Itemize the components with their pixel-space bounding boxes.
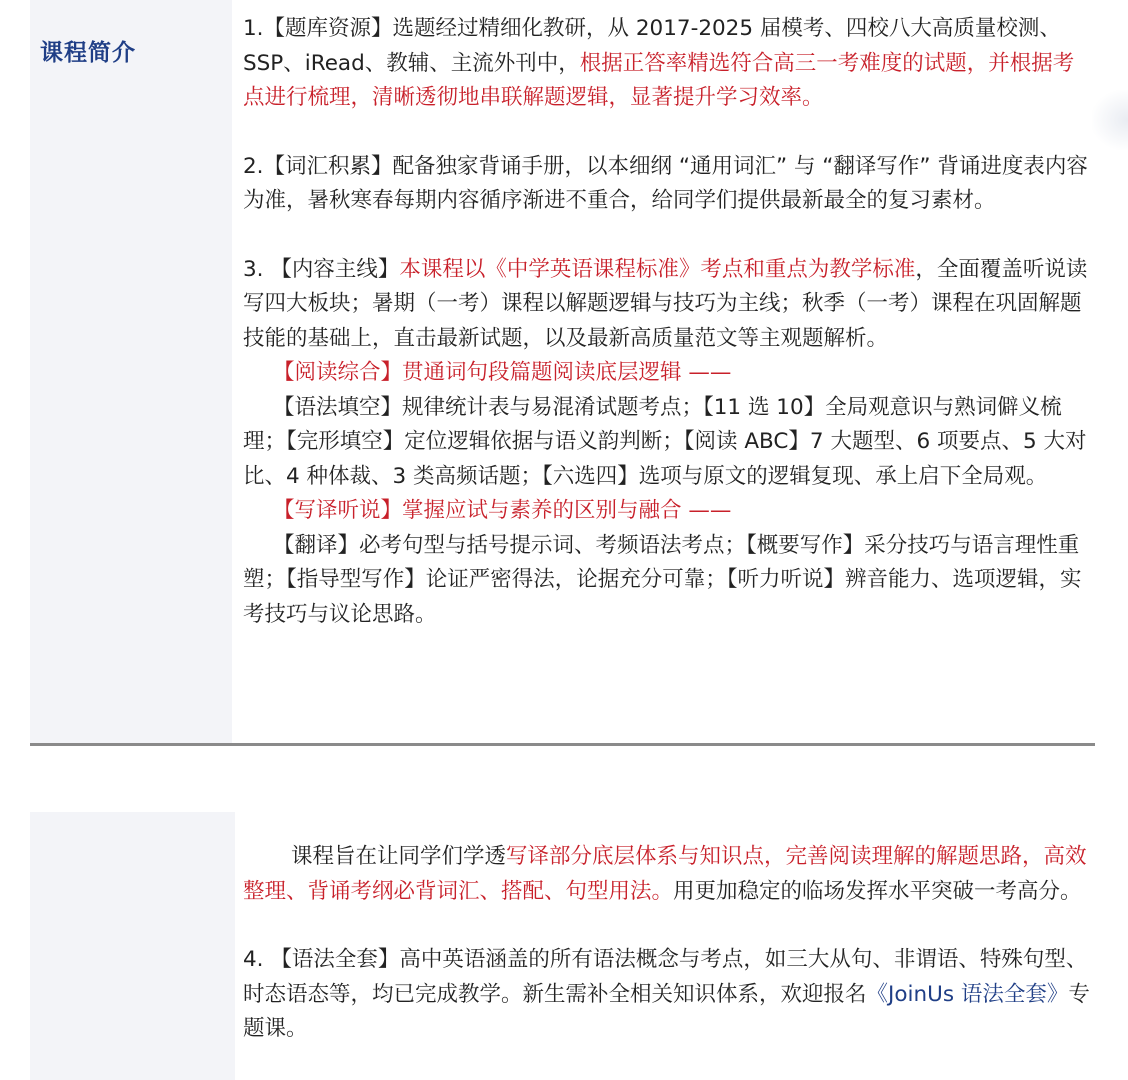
item-content-mainline — [243, 253, 1093, 357]
item4-suffix: 专题课。 — [243, 981, 1090, 1041]
item-vocabulary: 2.【词汇积累】配备独家背诵手册，以本细纲 “通用词汇” 与 “翻译写作” 背诵进度表内容为准，暑秋寒春每期内容循序渐进不重合，给同学们提供最新最全的复习素材。 — [243, 153, 1088, 213]
item3-highlight: 本课程以《中学英语课程标准》考点和重点为教学标准 — [399, 256, 916, 282]
section-title: 课程简介 — [40, 40, 136, 66]
section-sidebar — [30, 0, 232, 745]
item3-suffix: ，全面覆盖听说读写四大板块；暑期（一考）课程以解题逻辑与技巧为主线；秋季（一考）课程在巩固解题技能的基础上，直击最新试题，以及最新高质量范文等主观题解析。 — [243, 256, 1088, 351]
edge-glow — [1092, 90, 1128, 150]
reading-body: 【语法填空】规律统计表与易混淆试题考点；【11 选 10】全局观意识与熟词僻义梳理；【完形填空】定位逻辑依据与语义韵判断；【阅读 ABC】7 大题型、6 项要点、5 大对比、4 种体裁、3 类高频话题；【六选四】选项与原文的逻辑复现、承上启下全局观。 — [243, 394, 1087, 489]
summary-highlight: 写译部分底层体系与知识点，完善阅读理解的解题思路，高效整理、背诵考纲必背词汇、搭配、句型用法。 — [243, 844, 1087, 904]
course-intro-section — [30, 0, 1095, 745]
course-intro-content — [243, 12, 1093, 632]
section-divider — [30, 743, 1095, 746]
item3-prefix: 3. 【内容主线】 — [243, 256, 400, 282]
writing-body: 【翻译】必考句型与括号提示词、考频语法考点；【概要写作】采分技巧与语言理性重塑；【指导型写作】论证严密得法，论据充分可靠；【听力听说】辨音能力、选项逻辑，实考技巧与议论思路。 — [243, 532, 1082, 627]
course-summary-content — [243, 840, 1093, 1047]
grammar-course-link[interactable]: 《JoinUs 语法全套》 — [866, 981, 1069, 1007]
item4-text: 4. 【语法全套】高中英语涵盖的所有语法概念与考点，如三大从句、非谓语、特殊句型、时态语态等，均已完成教学。新生需补全相关知识体系，欢迎报名 — [243, 947, 1088, 1007]
item-grammar — [243, 943, 1093, 1047]
item1-highlight: 根据正答率精选符合高三一考难度的试题，并根据考点进行梳理，清晰透彻地串联解题逻辑，显著提升学习效率。 — [243, 50, 1075, 110]
course-summary — [243, 840, 1093, 909]
writing-heading: 【写译听说】掌握应试与素养的区别与融合 —— — [273, 498, 732, 523]
item1-text: 1.【题库资源】选题经过精细化教研，从 2017-2025 届模考、四校八大高质量校测、SSP、iRead、教辅、主流外刊中， — [243, 16, 1061, 76]
reading-heading: 【阅读综合】贯通词句段篇题阅读底层逻辑 —— — [273, 360, 732, 385]
summary-prefix: 课程旨在让同学们学透 — [291, 844, 507, 869]
bottom-sidebar — [30, 812, 235, 1080]
summary-suffix: 用更加稳定的临场发挥水平突破一考高分。 — [673, 878, 1082, 904]
item-question-bank — [243, 12, 1093, 116]
